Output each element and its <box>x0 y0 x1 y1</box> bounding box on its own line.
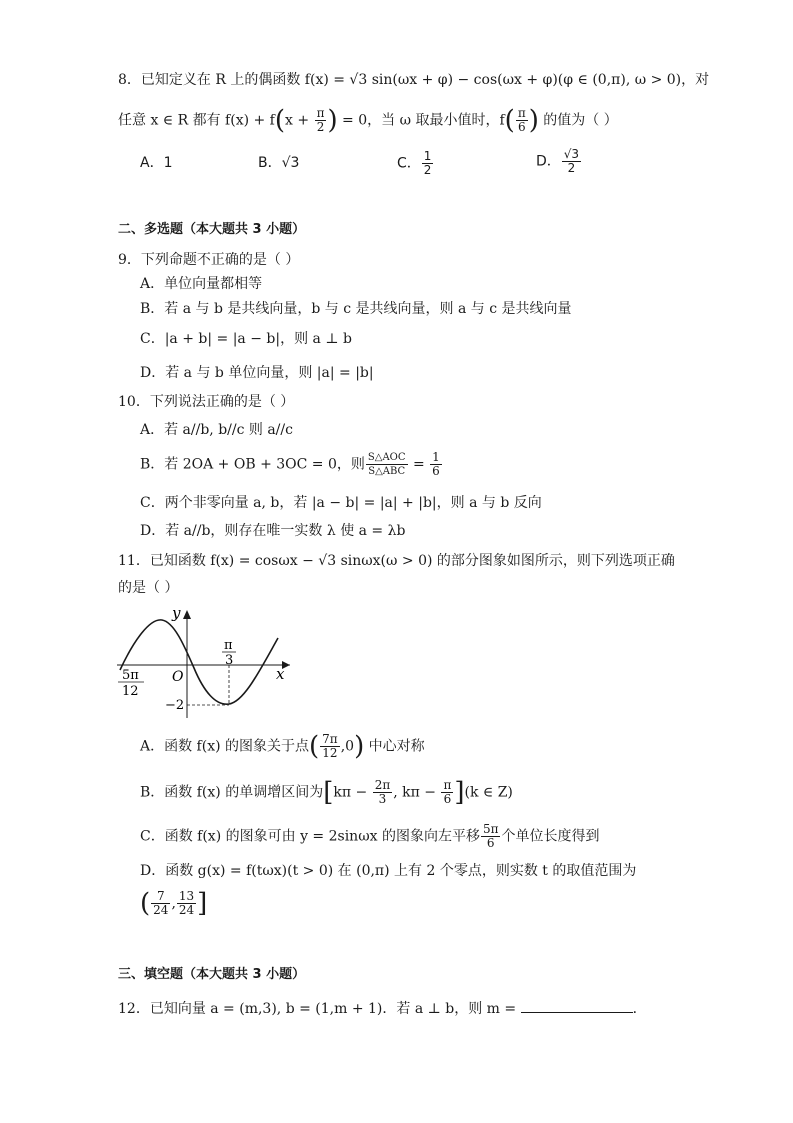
x-axis-label: x <box>276 665 285 683</box>
q8-stem-line1: 8．已知定义在 R 上的偶函数 f(x) = √3 sin(ωx + φ) − cos(ωx + φ)(φ ∈ (0,π), ω > 0)，对 <box>118 72 710 88</box>
tick-3-label: 3 <box>225 653 234 668</box>
q11-option-d-range: ( $\frac{7}{24}$ , $\frac{13}{24}$ ] <box>140 888 208 919</box>
q9-option-b[interactable]: B．若 a 与 b 是共线向量，b 与 c 是共线向量，则 a 与 c 是共线向量 <box>140 301 572 317</box>
tick-12-label: 12 <box>122 684 139 699</box>
q9-option-d[interactable]: D．若 a 与 b 单位向量，则 |a| = |b| <box>140 365 374 381</box>
q11-function-graph <box>112 600 297 720</box>
origin-label: O <box>172 669 184 685</box>
q8-option-c[interactable]: C． $\frac{1}{2}$ <box>397 149 432 177</box>
q10-option-c[interactable]: C．两个非零向量 a, b，若 |a − b| = |a| + |b|，则 a 与 b 反向 <box>140 495 542 511</box>
q9-option-a[interactable]: A．单位向量都相等 <box>140 276 263 292</box>
q11-stem-line2: 的是（ ） <box>118 580 179 596</box>
q10-option-a[interactable]: A．若 a//b, b//c 则 a//c <box>140 422 293 438</box>
section-multiple-choice-heading: 二、多选题（本大题共 3 小题） <box>118 222 306 237</box>
pi-over-6: $\frac{\pi}{6}$ <box>517 106 526 134</box>
q10-option-b[interactable]: B．若 2OA + OB + 3OC = 0，则 $\frac{\text{S△AOC}}{\text{S△ABC}}$ = $\frac{1}{6}$ <box>140 450 440 478</box>
q11-stem-line1: 11．已知函数 f(x) = cosωx − √3 sinωx(ω > 0) 的部分图象如图所示，则下列选项正确 <box>118 553 675 569</box>
y-axis-arrow <box>183 610 191 619</box>
tick-5pi-label: 5π <box>122 668 139 683</box>
q12-stem: 12．已知向量 a = (m,3), b = (1,m + 1)．若 a ⊥ b，则 m = ． <box>118 998 647 1019</box>
tick-pi-label: π <box>224 638 233 653</box>
q9-option-c[interactable]: C．|a + b| = |a − b|，则 a ⊥ b <box>140 331 352 347</box>
q10-stem: 10．下列说法正确的是（ ） <box>118 394 295 410</box>
q11-option-b[interactable]: B．函数 f(x) 的单调增区间为[kπ − $\frac{2\pi}{3}$ , kπ − $\frac{\pi}{6}$ ](k ∈ Z) <box>140 777 513 808</box>
tick-neg2-label: −2 <box>165 698 185 713</box>
q10-option-d[interactable]: D．若 a//b，则存在唯一实数 λ 使 a = λb <box>140 523 406 539</box>
q11-option-a[interactable]: A．函数 f(x) 的图象关于点( $\frac{7\pi}{12}$ ,0) 中心对称 <box>140 731 425 762</box>
cosine-curve <box>120 620 278 704</box>
q11-option-c[interactable]: C．函数 f(x) 的图象可由 y = 2sinωx 的图象向左平移 $\frac{5\pi}{6}$ 个单位长度得到 <box>140 822 600 850</box>
y-axis-label: y <box>172 604 181 622</box>
pi-over-2: $\frac{\pi}{2}$ <box>316 106 325 134</box>
q8-option-d[interactable]: D． $\frac{√3}{2}$ <box>536 147 580 175</box>
section-fill-in-heading: 三、填空题（本大题共 3 小题） <box>118 967 306 982</box>
q8-option-b[interactable]: B．√3 <box>258 155 300 171</box>
q8-stem-line2: 任意 x ∈ R 都有 f(x) + f(x + $\frac{\pi}{2}$ ) = 0，当 ω 取最小值时，f( $\frac{\pi}{6}$ ) 的值为（ ） <box>118 105 618 136</box>
q11-option-d[interactable]: D．函数 g(x) = f(tωx)(t > 0) 在 (0,π) 上有 2 个零点，则实数 t 的取值范围为 <box>140 863 637 879</box>
q8-option-a[interactable]: A．1 <box>140 155 173 171</box>
q9-stem: 9．下列命题不正确的是（ ） <box>118 252 300 268</box>
q12-answer-blank[interactable] <box>521 998 633 1013</box>
